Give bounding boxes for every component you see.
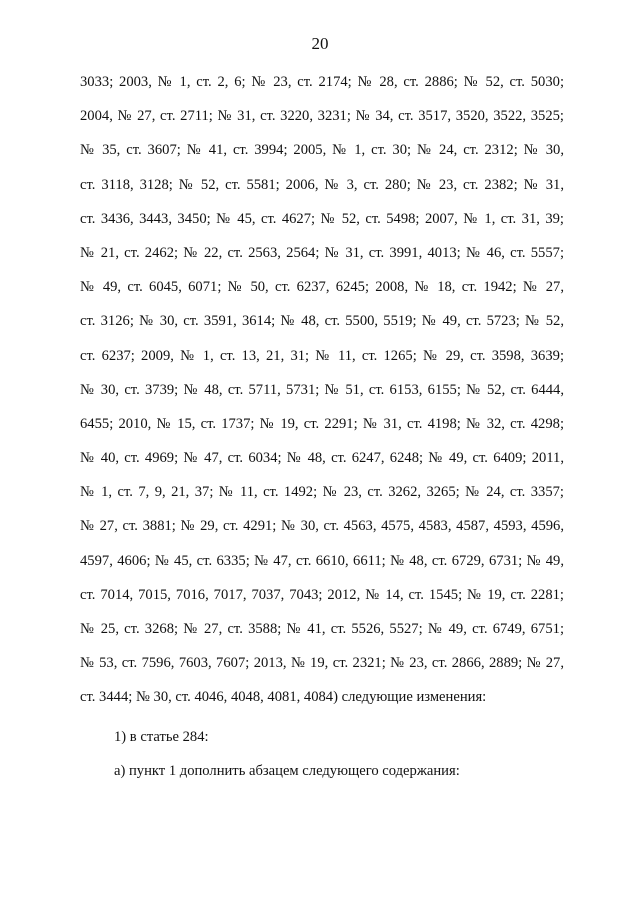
- text-line: ст. 3436, 3443, 3450; № 45, ст. 4627; № 52, ст. 5498; 2007, № 1, ст. 31, 39;: [80, 210, 564, 227]
- list-item-article-284: 1) в статье 284:: [114, 729, 209, 745]
- body-text: [80, 65, 564, 715]
- text-line-last: ст. 3444; № 30, ст. 4046, 4048, 4081, 4084) следующие изменения:: [80, 689, 487, 706]
- text-line: № 40, ст. 4969; № 47, ст. 6034; № 48, ст. 6247, 6248; № 49, ст. 6409; 2011,: [80, 450, 564, 467]
- text-line: № 53, ст. 7596, 7603, 7607; 2013, № 19, ст. 2321; № 23, ст. 2866, 2889; № 27,: [80, 655, 564, 672]
- text-line: 6455; 2010, № 15, ст. 1737; № 19, ст. 2291; № 31, ст. 4198; № 32, ст. 4298;: [80, 415, 564, 432]
- text-line: 4597, 4606; № 45, ст. 6335; № 47, ст. 6610, 6611; № 48, ст. 6729, 6731; № 49,: [80, 552, 564, 569]
- sub-item-a: а) пункт 1 дополнить абзацем следующего содержания:: [114, 763, 460, 779]
- text-line: № 25, ст. 3268; № 27, ст. 3588; № 41, ст. 5526, 5527; № 49, ст. 6749, 6751;: [80, 621, 564, 637]
- text-line: ст. 7014, 7015, 7016, 7017, 7037, 7043; 2012, № 14, ст. 1545; № 19, ст. 2281;: [80, 586, 564, 603]
- text-line: 3033; 2003, № 1, ст. 2, 6; № 23, ст. 2174; № 28, ст. 2886; № 52, ст. 5030;: [80, 74, 564, 90]
- text-line: ст. 3118, 3128; № 52, ст. 5581; 2006, № 3, ст. 280; № 23, ст. 2382; № 31,: [80, 176, 564, 193]
- text-line: ст. 6237; 2009, № 1, ст. 13, 21, 31; № 11, ст. 1265; № 29, ст. 3598, 3639;: [80, 347, 564, 364]
- text-line: № 35, ст. 3607; № 41, ст. 3994; 2005, № 1, ст. 30; № 24, ст. 2312; № 30,: [80, 142, 564, 159]
- text-line: № 30, ст. 3739; № 48, ст. 5711, 5731; № 51, ст. 6153, 6155; № 52, ст. 6444,: [80, 381, 564, 398]
- page-number: 20: [311, 34, 329, 53]
- text-line: № 27, ст. 3881; № 29, ст. 4291; № 30, ст. 4563, 4575, 4583, 4587, 4593, 4596,: [80, 518, 564, 535]
- text-line: ст. 3126; № 30, ст. 3591, 3614; № 48, ст. 5500, 5519; № 49, ст. 5723; № 52,: [80, 313, 564, 330]
- text-line: № 49, ст. 6045, 6071; № 50, ст. 6237, 6245; 2008, № 18, ст. 1942; № 27,: [80, 279, 564, 296]
- text-line: 2004, № 27, ст. 2711; № 31, ст. 3220, 3231; № 34, ст. 3517, 3520, 3522, 3525;: [80, 108, 564, 125]
- text-line: № 21, ст. 2462; № 22, ст. 2563, 2564; № 31, ст. 3991, 4013; № 46, ст. 5557;: [80, 244, 564, 261]
- text-line: № 1, ст. 7, 9, 21, 37; № 11, ст. 1492; № 23, ст. 3262, 3265; № 24, ст. 3357;: [80, 484, 564, 501]
